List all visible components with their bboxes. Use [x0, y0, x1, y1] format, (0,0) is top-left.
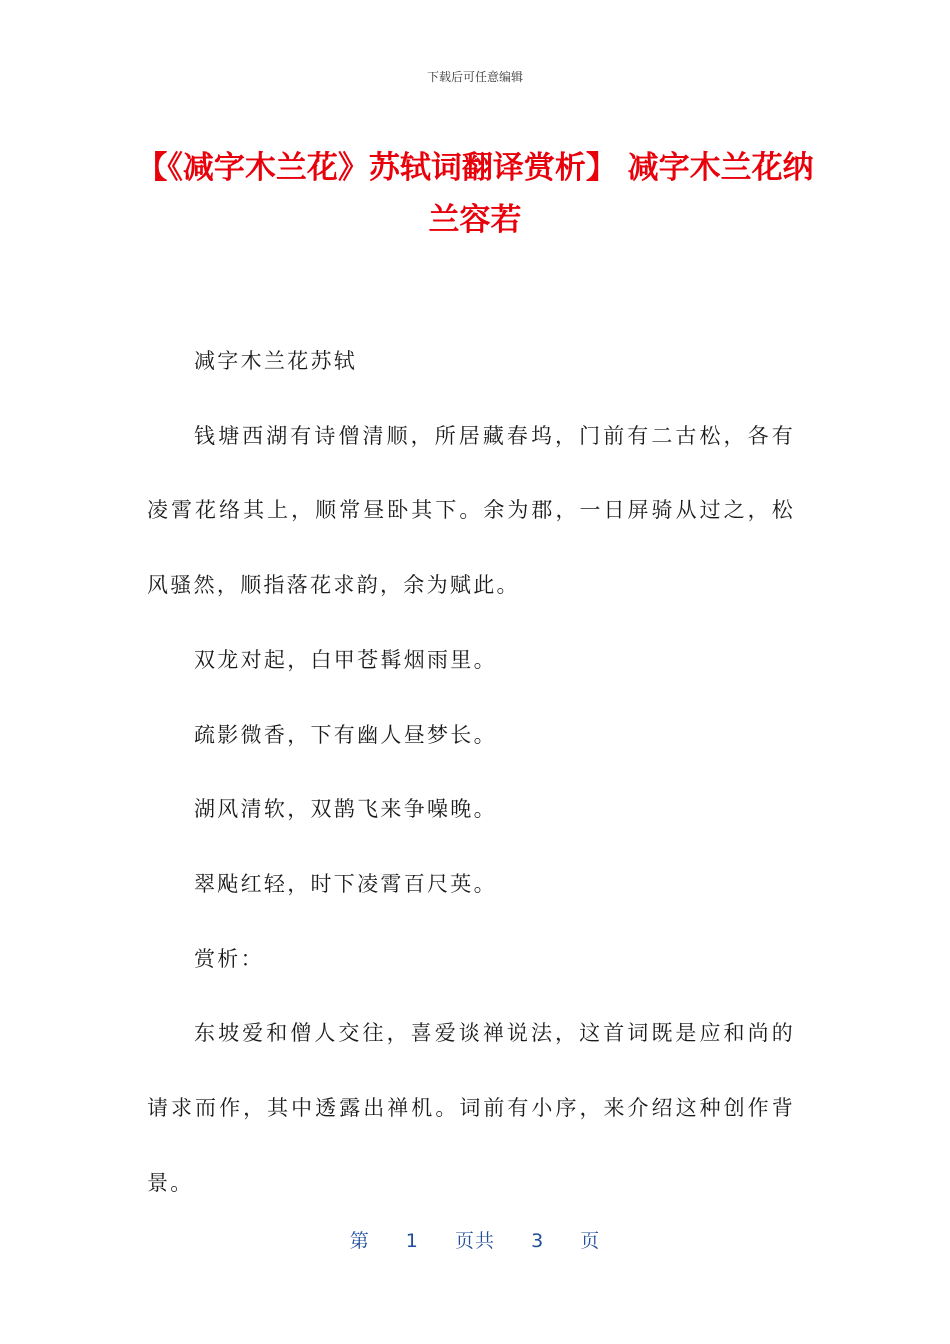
footer-current-page: 1 — [405, 1230, 419, 1252]
footer-page-middle: 页共 — [454, 1230, 495, 1252]
page-footer — [0, 1226, 950, 1253]
document-title: 【《减字木兰花》苏轼词翻译赏析】 减字木兰花纳兰容若 — [136, 150, 814, 238]
paragraph-verse-3: 湖风清软，双鹊飞来争噪晚。 — [194, 797, 497, 822]
paragraph-preface: 钱塘西湖有诗僧清顺，所居藏春坞，门前有二古松，各有凌霄花络其上，顺常昼卧其下。余为郡，一日屏骑从过之，松风骚然，顺指落花求韵，余为赋此。 — [147, 423, 795, 598]
footer-page-prefix: 第 — [349, 1230, 370, 1252]
footer-total-pages: 3 — [531, 1230, 545, 1252]
paragraph-verse-4: 翠飐红轻，时下凌霄百尺英。 — [194, 871, 497, 896]
paragraph-verse-2: 疏影微香，下有幽人昼梦长。 — [194, 722, 497, 747]
paragraph-analysis-1: 东坡爱和僧人交往，喜爱谈禅说法，这首词既是应和尚的请求而作，其中透露出禅机。词前有小序，来介绍这种创作背景。 — [147, 1021, 795, 1195]
document-body — [147, 324, 795, 1220]
paragraph-poem-title: 减字木兰花苏轼 — [194, 349, 358, 373]
footer-page-suffix: 页 — [580, 1230, 601, 1252]
paragraph-analysis-heading: 赏析： — [194, 946, 264, 971]
header-note: 下载后可任意编辑 — [426, 70, 523, 84]
paragraph-verse-1: 双龙对起，白甲苍髯烟雨里。 — [194, 647, 497, 672]
